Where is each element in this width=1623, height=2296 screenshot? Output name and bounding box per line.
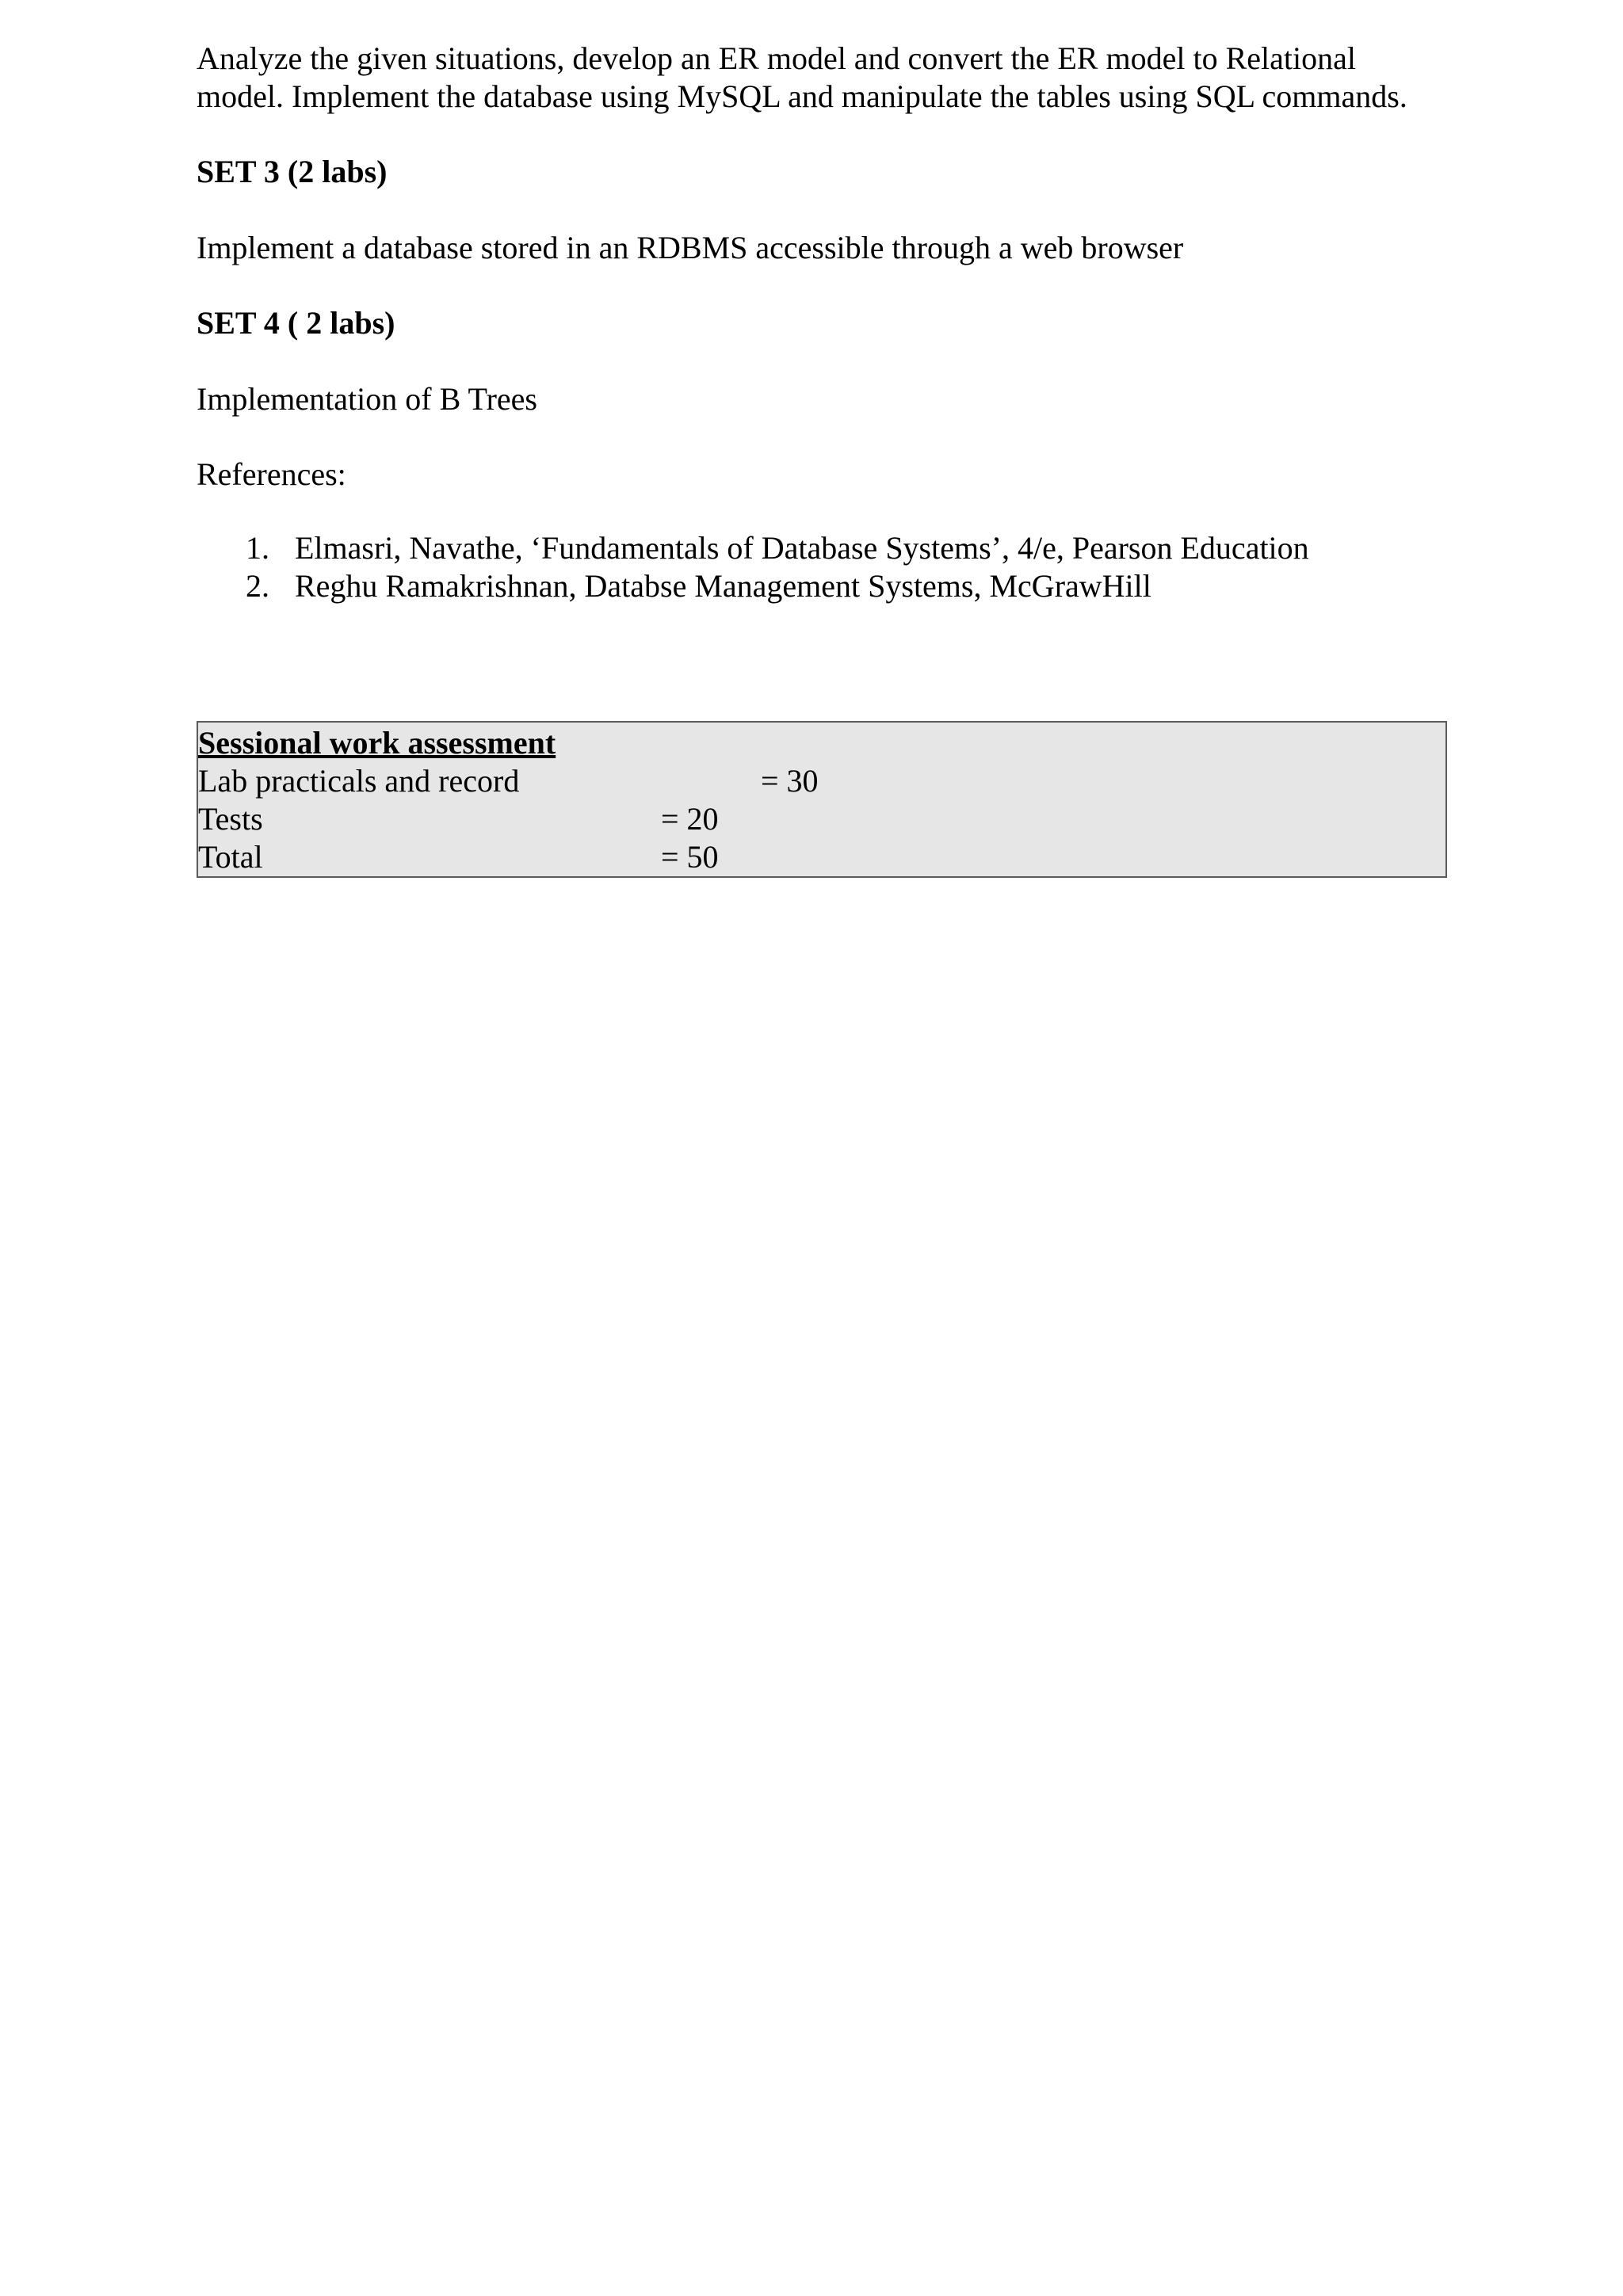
assessment-label: Tests: [198, 801, 263, 837]
assessment-label: Lab practicals and record: [198, 763, 520, 799]
sessional-assessment-box: [197, 721, 1447, 878]
assessment-row: [198, 762, 1445, 800]
assessment-value: = 30: [761, 763, 819, 799]
assessment-value: = 50: [661, 839, 719, 875]
assessment-title-row: [198, 724, 1445, 762]
reference-number: 1.: [246, 530, 269, 566]
set3-text: Implement a database stored in an RDBMS accessible through a web browser: [197, 230, 1184, 265]
intro-line-1: Analyze the given situations, develop an ER model and convert the ER model to Relational: [197, 40, 1356, 76]
intro-line-2: model. Implement the database using MySQL and manipulate the tables using SQL commands.: [197, 78, 1407, 114]
assessment-title: Sessional work assessment: [198, 725, 556, 761]
assessment-label: Total: [198, 839, 263, 875]
reference-text: Elmasri, Navathe, ‘Fundamentals of Database Systems’, 4/e, Pearson Education: [295, 530, 1309, 566]
assessment-value: = 20: [661, 801, 719, 837]
reference-text: Reghu Ramakrishnan, Databse Management Systems, McGrawHill: [295, 568, 1151, 604]
set4-text: Implementation of B Trees: [197, 381, 537, 417]
set4-heading: SET 4 ( 2 labs): [197, 305, 395, 341]
reference-number: 2.: [246, 568, 269, 604]
references-heading: References:: [197, 456, 346, 492]
set3-heading: SET 3 (2 labs): [197, 154, 388, 189]
assessment-row: [198, 800, 1445, 838]
assessment-row: [198, 838, 1445, 876]
